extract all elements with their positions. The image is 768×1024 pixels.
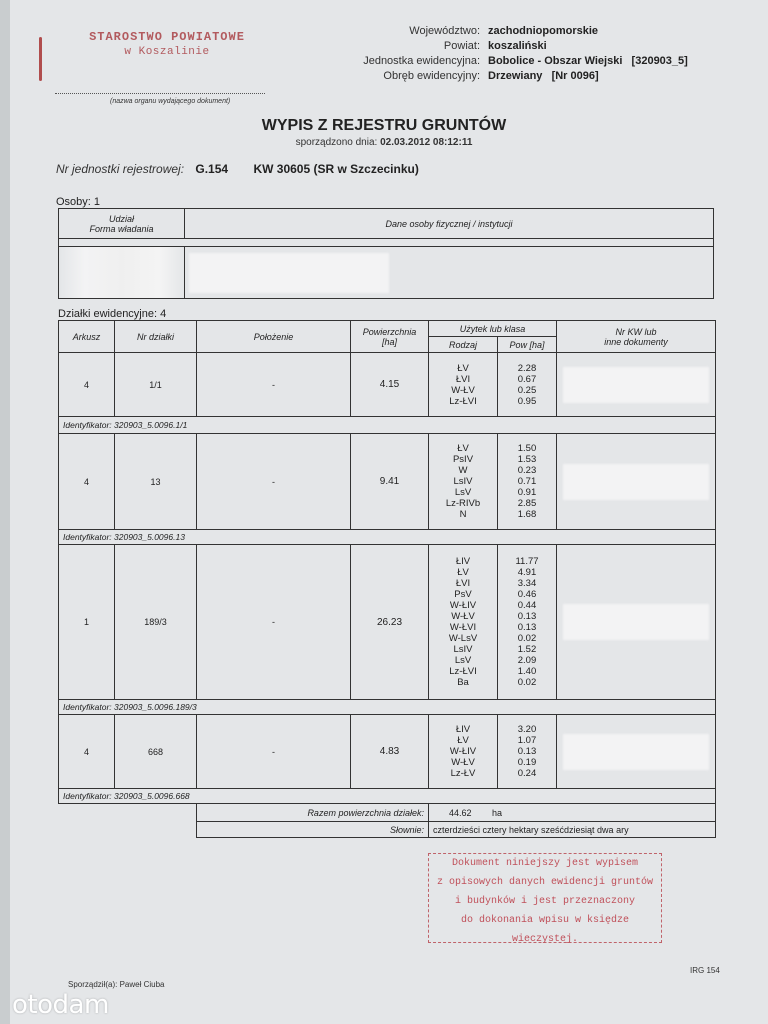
header-value: zachodniopomorskie [488,25,599,37]
persons-count: 1 [93,196,101,208]
words-value: czterdzieści cztery hektary sześćdziesiąt dwa ary [429,822,716,838]
use-area: 0.95 [517,395,537,407]
form-code: IRG 154 [690,966,720,975]
use-area: 1.68 [517,509,537,520]
use-type: LsIV [453,476,473,487]
parcel-row [59,545,716,700]
use-type: ŁVI [455,373,471,385]
parcel-use-areas [498,353,557,417]
header-label: Jednostka ewidencyjna: [363,55,480,67]
total-label: Razem powierzchnia działek: [197,804,429,822]
parcel-use-areas [498,434,557,530]
note-line: do dokonania wpisu w księdze wieczystej. [460,915,630,945]
use-area: 11.77 [515,556,539,567]
header-label: Województwo: [409,25,480,37]
col-nr: Nr działki [115,321,197,353]
total-value: 44.62 [449,807,472,818]
parcels-label: Działki ewidencyjne: [58,308,158,320]
total-unit: ha [492,807,503,818]
parcel-kw [557,434,716,530]
organ-dotted-line [55,93,265,94]
parcel-use-types [429,353,498,417]
parcel-use-types [429,545,498,700]
parcel-nr: 13 [115,434,197,530]
use-area: 2.85 [517,498,537,509]
parcel-kw [557,545,716,700]
use-type: W [458,465,468,476]
parcel-area: 4.15 [351,353,429,417]
redacted-kw [563,367,709,403]
parcel-use-types [429,715,498,789]
total-cell [429,804,716,822]
use-type: LsV [454,487,472,498]
parcel-arkusz: 4 [59,353,115,417]
header-label: Powiat: [443,40,480,52]
watermark-logo: otodam [12,990,109,1020]
parcel-arkusz: 4 [59,434,115,530]
use-type: W-ŁIV [449,746,477,757]
redacted-kw [563,734,709,770]
parcel-kw [557,715,716,789]
use-area: 0.02 [517,633,537,644]
use-area: 0.91 [517,487,537,498]
unit-label: Nr jednostki rejestrowej: [56,162,185,176]
unit-kw: KW 30605 (SR w Szczecinku) [253,162,419,176]
use-type: Lz-ŁVI [449,666,477,677]
use-area: 2.09 [517,655,537,666]
document-title: WYPIS Z REJESTRU GRUNTÓW [261,117,507,134]
parcel-polozenie: - [197,353,351,417]
use-area: 0.19 [517,757,537,768]
persons-data-cell [185,247,714,299]
persons-table [58,208,714,299]
use-type: ŁVI [455,578,471,589]
col-arkusz: Arkusz [59,321,115,353]
col-rodzaj: Rodzaj [429,337,498,353]
use-type: PsV [454,589,472,600]
parcel-row [59,434,716,530]
use-area: 0.44 [517,600,537,611]
col-uzytek: Użytek lub klasa [429,321,557,337]
prepared-by: Sporządził(a): Paweł Ciuba [68,980,165,989]
use-type: ŁIV [455,556,471,567]
office-stamp-line1: STAROSTWO POWIATOWE [89,30,245,44]
col-powha: Pow [ha] [498,337,557,353]
use-area: 0.02 [517,677,537,688]
redacted-kw [563,604,709,640]
parcel-identifier: Identyfikator: 320903_5.0096.13 [59,530,716,545]
parcel-arkusz: 4 [59,715,115,789]
parcel-use-areas [498,715,557,789]
document-date [0,137,768,148]
parcel-kw [557,353,716,417]
use-area: 0.25 [517,384,537,396]
col-polozenie: Położenie [197,321,351,353]
use-type: ŁV [457,443,469,454]
use-type: W-ŁV [451,611,475,622]
use-area: 1.52 [517,644,537,655]
use-area: 2.28 [517,362,537,374]
use-type: Lz-ŁV [450,768,476,779]
parcel-polozenie: - [197,715,351,789]
parcel-area: 26.23 [351,545,429,700]
parcel-nr: 668 [115,715,197,789]
use-type: Lz-ŁVI [449,395,477,407]
parcel-ident-row [59,700,716,715]
use-type: Lz-RIVb [445,498,481,509]
use-area: 3.34 [517,578,537,589]
use-area: 0.13 [517,622,537,633]
use-area: 1.50 [517,443,537,454]
office-stamp [62,30,272,58]
persons-heading [56,196,100,208]
parcel-nr: 1/1 [115,353,197,417]
use-area: 0.46 [517,589,537,600]
use-area: 4.91 [517,567,537,578]
date-value: 02.03.2012 08:12:11 [380,137,473,148]
use-area: 0.23 [517,465,537,476]
office-stamp-line2: w Koszalinie [124,46,210,58]
parcel-nr: 189/3 [115,545,197,700]
use-type: Ba [457,677,469,688]
note-line: i budynków i jest przeznaczony [454,896,636,907]
parcel-row [59,715,716,789]
parcel-use-types [429,434,498,530]
header-value: Bobolice - Obszar Wiejski [320903_5] [488,55,688,67]
use-area: 0.71 [517,476,537,487]
use-area: 0.13 [517,746,537,757]
organ-caption: (nazwa organu wydającego dokument) [110,98,231,105]
use-area: 1.40 [517,666,537,677]
unit-nr: G.154 [195,162,229,176]
parcel-use-areas [498,545,557,700]
use-area: 0.13 [517,611,537,622]
redacted-kw [563,464,709,500]
parcel-identifier: Identyfikator: 320903_5.0096.668 [59,789,716,804]
use-area: 3.20 [517,724,537,735]
date-label: sporządzono dnia: [295,137,378,148]
use-type: N [459,509,467,520]
use-type: LsV [454,655,472,666]
use-type: ŁV [457,362,469,374]
col-powierzchnia: Powierzchnia [ha] [351,321,429,353]
use-type: ŁV [457,567,469,578]
use-type: W-ŁV [451,384,475,396]
use-type: ŁV [457,735,469,746]
persons-share-cell [59,247,185,299]
parcel-area: 9.41 [351,434,429,530]
header-label: Obręb ewidencyjny: [383,70,480,82]
use-type: PsIV [452,454,474,465]
use-type: W-ŁIV [449,600,477,611]
parcel-identifier: Identyfikator: 320903_5.0096.1/1 [59,417,716,434]
header-value: koszaliński [488,40,547,52]
parcel-polozenie: - [197,434,351,530]
words-label: Słownie: [197,822,429,838]
parcel-ident-row [59,417,716,434]
parcel-arkusz: 1 [59,545,115,700]
parcel-area: 4.83 [351,715,429,789]
persons-share-header: Udział Forma władania [59,209,185,239]
use-type: W-ŁV [451,757,475,768]
parcel-polozenie: - [197,545,351,700]
parcels-heading [58,308,166,320]
use-area: 0.24 [517,768,537,779]
use-area: 1.53 [517,454,537,465]
persons-label: Osoby: [56,196,91,208]
use-area: 1.07 [517,735,537,746]
note-line: Dokument niniejszy jest wypisem [451,858,639,869]
col-kw: Nr KW lub inne dokumenty [557,321,716,353]
use-type: LsIV [453,644,473,655]
note-line: z opisowych danych ewidencji gruntów [436,877,654,888]
parcels-count: 4 [160,308,167,320]
red-margin-mark [39,37,42,81]
use-type: ŁIV [455,724,471,735]
header-value: Drzewiany [Nr 0096] [488,70,599,82]
parcels-table [58,320,716,838]
parcel-ident-row [59,530,716,545]
parcel-identifier: Identyfikator: 320903_5.0096.189/3 [59,700,716,715]
note-stamp [428,853,662,943]
registry-unit-line [56,162,419,176]
use-type: W-ŁVI [449,622,477,633]
persons-data-header: Dane osoby fizycznej / instytucji [185,209,714,239]
parcel-ident-row [59,789,716,804]
parcel-row [59,353,716,417]
use-type: W-LsV [448,633,478,644]
use-area: 0.67 [517,373,537,385]
